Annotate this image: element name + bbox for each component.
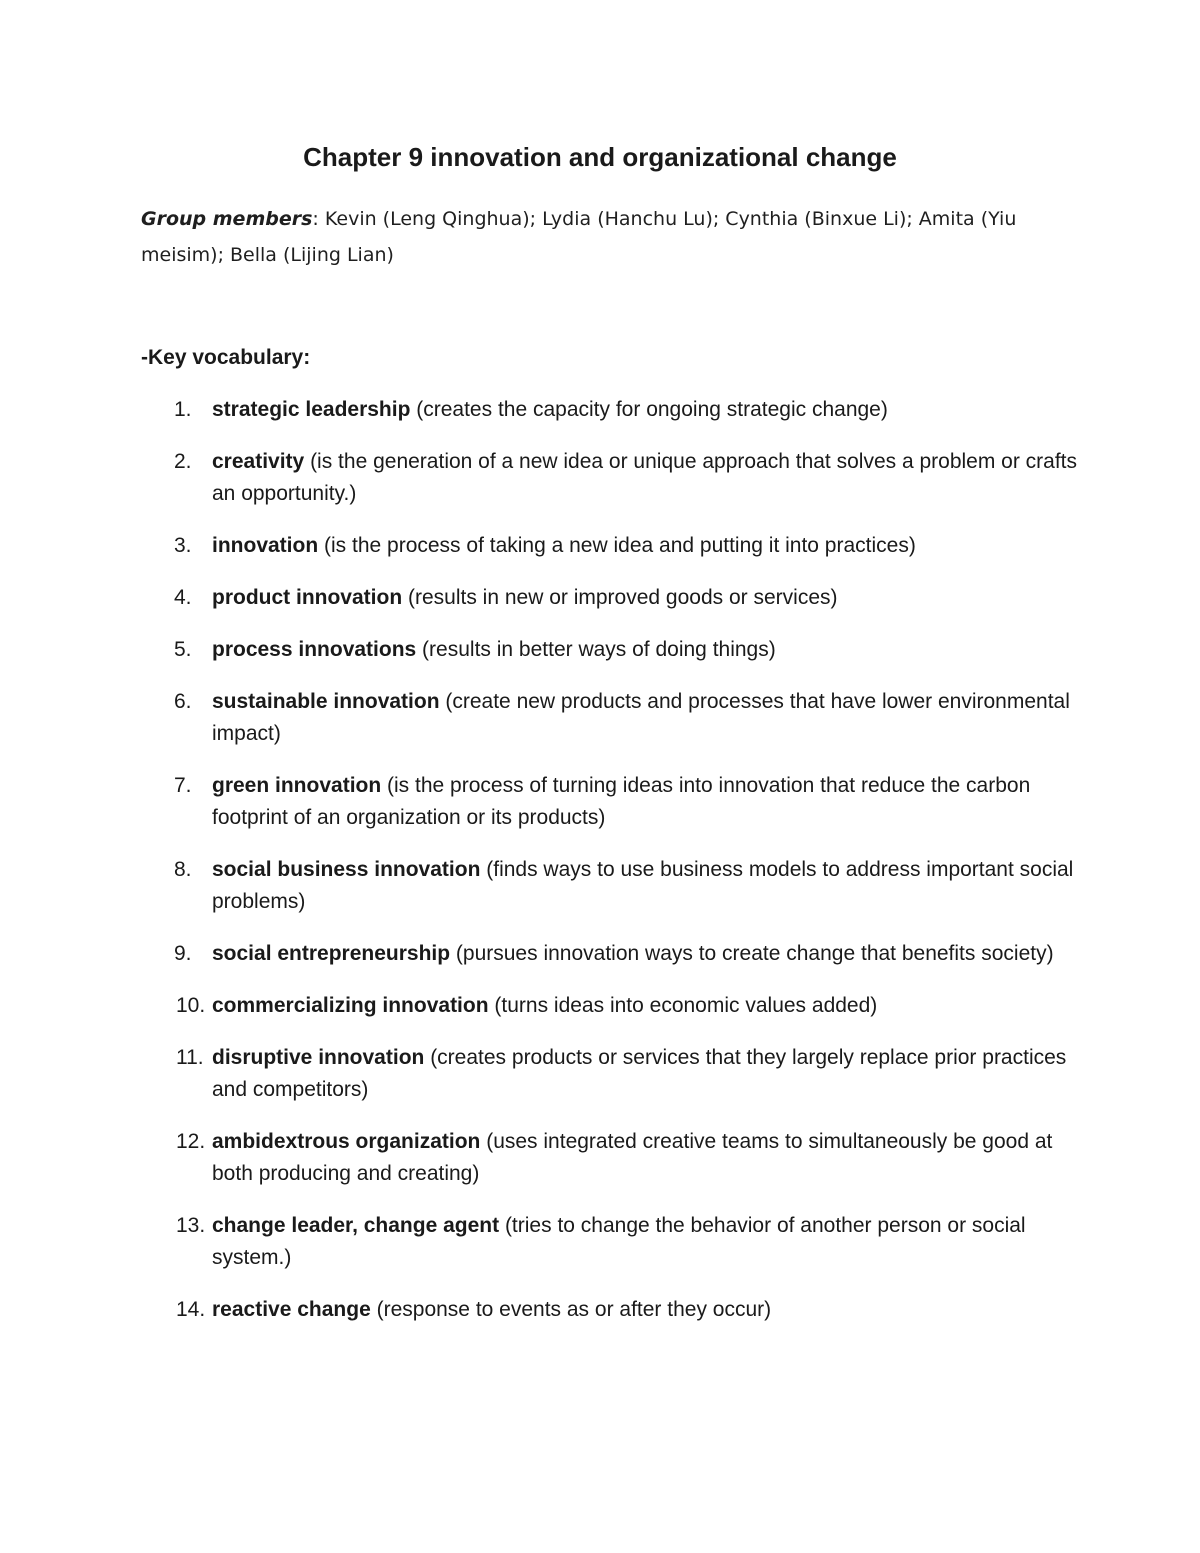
vocabulary-term: green innovation bbox=[212, 774, 382, 797]
item-number: 6. bbox=[174, 690, 192, 713]
vocabulary-term: social business innovation bbox=[212, 858, 481, 881]
vocabulary-definition: (is the process of taking a new idea and putting it into practices) bbox=[318, 534, 916, 557]
vocabulary-definition: (is the generation of a new idea or unique approach that solves a problem or crafts an opportunity.) bbox=[212, 450, 1078, 505]
vocabulary-term: innovation bbox=[212, 534, 319, 557]
vocabulary-term: creativity bbox=[212, 450, 305, 473]
document-title: Chapter 9 innovation and organizational change bbox=[303, 142, 897, 172]
vocabulary-definition: (creates products or services that they largely replace prior practices and competitors) bbox=[212, 1046, 1067, 1101]
item-number: 10. bbox=[176, 994, 206, 1017]
item-number: 3. bbox=[174, 534, 192, 557]
vocabulary-term: change leader, change agent bbox=[212, 1214, 500, 1237]
item-number: 12. bbox=[176, 1130, 206, 1153]
vocabulary-term: social entrepreneurship bbox=[212, 942, 451, 965]
vocabulary-definition: (results in better ways of doing things) bbox=[416, 638, 776, 661]
vocabulary-definition: (pursues innovation ways to create change that benefits society) bbox=[450, 942, 1054, 965]
item-number: 13. bbox=[176, 1214, 206, 1237]
vocabulary-item bbox=[141, 446, 1081, 510]
vocabulary-item bbox=[141, 990, 1081, 1022]
vocabulary-term: sustainable innovation bbox=[212, 690, 440, 713]
vocabulary-item bbox=[141, 1294, 1081, 1326]
vocabulary-definition: (creates the capacity for ongoing strategic change) bbox=[410, 398, 888, 421]
vocabulary-list bbox=[141, 394, 1081, 1346]
item-number: 4. bbox=[174, 586, 192, 609]
group-members-colon: : bbox=[312, 208, 319, 230]
item-number: 8. bbox=[174, 858, 192, 881]
vocabulary-item bbox=[141, 854, 1081, 918]
vocabulary-definition: (tries to change the behavior of another person or social system.) bbox=[212, 1214, 1026, 1269]
item-number: 11. bbox=[176, 1046, 204, 1069]
key-vocabulary-heading: -Key vocabulary: bbox=[141, 346, 311, 369]
vocabulary-item bbox=[141, 770, 1081, 834]
vocabulary-definition: (finds ways to use business models to address important social problems) bbox=[212, 858, 1074, 913]
item-number: 7. bbox=[174, 774, 192, 797]
vocabulary-item bbox=[141, 634, 1081, 666]
vocabulary-item bbox=[141, 582, 1081, 614]
vocabulary-item bbox=[141, 938, 1081, 970]
vocabulary-definition: (results in new or improved goods or services) bbox=[402, 586, 838, 609]
vocabulary-item bbox=[141, 530, 1081, 562]
group-members bbox=[141, 201, 1041, 273]
vocabulary-term: commercializing innovation bbox=[212, 994, 489, 1017]
vocabulary-term: ambidextrous organization bbox=[212, 1130, 481, 1153]
vocabulary-item bbox=[141, 1126, 1081, 1190]
item-number: 5. bbox=[174, 638, 192, 661]
item-number: 9. bbox=[174, 942, 192, 965]
vocabulary-definition: (turns ideas into economic values added) bbox=[488, 994, 878, 1017]
item-number: 2. bbox=[174, 450, 192, 473]
vocabulary-item bbox=[141, 1210, 1081, 1274]
item-number: 1. bbox=[174, 398, 192, 421]
vocabulary-item bbox=[141, 1042, 1081, 1106]
vocabulary-definition: (create new products and processes that have lower environmental impact) bbox=[212, 690, 1070, 745]
vocabulary-term: reactive change bbox=[212, 1298, 371, 1321]
vocabulary-definition: (is the process of turning ideas into innovation that reduce the carbon footprint of an organization or its products) bbox=[212, 774, 1031, 829]
vocabulary-definition: (uses integrated creative teams to simultaneously be good at both producing and creating) bbox=[212, 1130, 1053, 1185]
vocabulary-term: process innovations bbox=[212, 638, 417, 661]
group-members-text: Kevin (Leng Qinghua); Lydia (Hanchu Lu); Cynthia (Binxue Li); Amita (Yiu meisim); Bella (Lijing Lian) bbox=[141, 208, 1017, 266]
vocabulary-item bbox=[141, 394, 1081, 426]
vocabulary-item bbox=[141, 686, 1081, 750]
vocabulary-term: disruptive innovation bbox=[212, 1046, 425, 1069]
vocabulary-term: product innovation bbox=[212, 586, 403, 609]
group-members-label: Group members bbox=[141, 208, 313, 230]
vocabulary-term: strategic leadership bbox=[212, 398, 411, 421]
vocabulary-definition: (response to events as or after they occur) bbox=[370, 1298, 772, 1321]
item-number: 14. bbox=[176, 1298, 206, 1321]
